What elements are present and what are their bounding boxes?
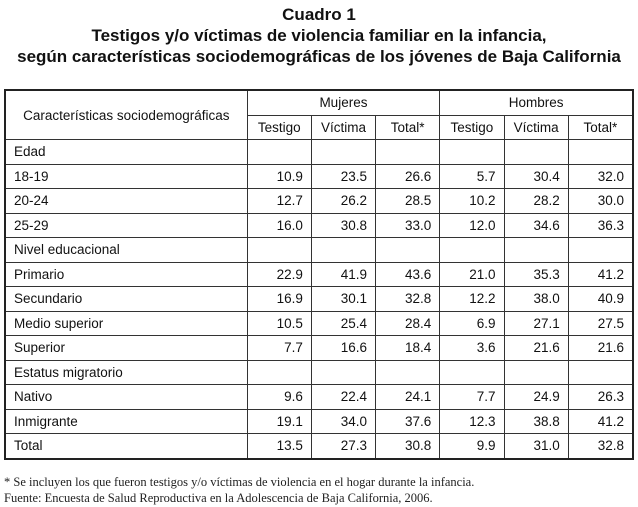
row-label: Medio superior xyxy=(5,311,247,336)
cell: 38.0 xyxy=(504,287,568,312)
row-label: 18-19 xyxy=(5,164,247,189)
cell: 10.2 xyxy=(440,189,504,214)
table-row xyxy=(5,409,633,434)
cell: 41.2 xyxy=(568,409,633,434)
row-label: 25-29 xyxy=(5,213,247,238)
header-women-total: Total* xyxy=(376,115,440,140)
row-label: 20-24 xyxy=(5,189,247,214)
row-label: Primario xyxy=(5,262,247,287)
cell: 16.9 xyxy=(247,287,311,312)
cell: 30.8 xyxy=(376,434,440,459)
row-label: Superior xyxy=(5,336,247,361)
row-label: Secundario xyxy=(5,287,247,312)
cell: 9.6 xyxy=(247,385,311,410)
cell: 26.3 xyxy=(568,385,633,410)
cell: 28.2 xyxy=(504,189,568,214)
section-row xyxy=(5,238,633,263)
cell: 43.6 xyxy=(376,262,440,287)
cell: 12.3 xyxy=(440,409,504,434)
footnote: * Se incluyen los que fueron testigos y/o víctimas de violencia en el hogar durante la infancia. xyxy=(4,475,475,489)
cell: 27.5 xyxy=(568,311,633,336)
cell: 24.1 xyxy=(376,385,440,410)
table-row xyxy=(5,336,633,361)
table-row xyxy=(5,262,633,287)
cell: 32.8 xyxy=(376,287,440,312)
cell: 21.6 xyxy=(568,336,633,361)
header-men-testigo: Testigo xyxy=(440,115,504,140)
cell: 36.3 xyxy=(568,213,633,238)
cell: 27.1 xyxy=(504,311,568,336)
header-characteristics: Características sociodemográficas xyxy=(5,90,247,140)
cell: 41.2 xyxy=(568,262,633,287)
table-row xyxy=(5,189,633,214)
cell: 35.3 xyxy=(504,262,568,287)
total-row xyxy=(5,434,633,459)
cell: 38.8 xyxy=(504,409,568,434)
header-row-groups xyxy=(5,90,633,115)
data-table xyxy=(4,89,634,460)
cell: 6.9 xyxy=(440,311,504,336)
cell: 22.9 xyxy=(247,262,311,287)
table-number: Cuadro 1 xyxy=(282,5,356,24)
table-body xyxy=(5,140,633,459)
table-row xyxy=(5,213,633,238)
table-row xyxy=(5,164,633,189)
cell: 10.9 xyxy=(247,164,311,189)
section-row xyxy=(5,140,633,165)
table-title-line2: según características sociodemográficas de los jóvenes de Baja California xyxy=(17,47,621,66)
cell: 34.6 xyxy=(504,213,568,238)
section-label: Estatus migratorio xyxy=(5,360,247,385)
cell: 12.0 xyxy=(440,213,504,238)
cell: 32.0 xyxy=(568,164,633,189)
cell: 28.5 xyxy=(376,189,440,214)
cell: 23.5 xyxy=(311,164,375,189)
cell: 27.3 xyxy=(311,434,375,459)
cell: 37.6 xyxy=(376,409,440,434)
source-note: Fuente: Encuesta de Salud Reproductiva en la Adolescencia de Baja California, 2006. xyxy=(4,491,433,505)
table-caption xyxy=(0,4,638,67)
cell: 34.0 xyxy=(311,409,375,434)
cell: 16.6 xyxy=(311,336,375,361)
header-men-victima: Víctima xyxy=(504,115,568,140)
header-women-victima: Víctima xyxy=(311,115,375,140)
cell: 32.8 xyxy=(568,434,633,459)
cell: 40.9 xyxy=(568,287,633,312)
table-row xyxy=(5,385,633,410)
cell: 26.2 xyxy=(311,189,375,214)
header-group-men: Hombres xyxy=(440,90,633,115)
cell: 18.4 xyxy=(376,336,440,361)
header-men-total: Total* xyxy=(568,115,633,140)
cell: 22.4 xyxy=(311,385,375,410)
section-label: Nivel educacional xyxy=(5,238,247,263)
table-notes xyxy=(4,474,634,506)
cell: 31.0 xyxy=(504,434,568,459)
table-row xyxy=(5,311,633,336)
header-group-women: Mujeres xyxy=(247,90,440,115)
cell: 7.7 xyxy=(247,336,311,361)
cell: 30.4 xyxy=(504,164,568,189)
header-women-testigo: Testigo xyxy=(247,115,311,140)
cell: 19.1 xyxy=(247,409,311,434)
cell: 33.0 xyxy=(376,213,440,238)
cell: 9.9 xyxy=(440,434,504,459)
table-row xyxy=(5,287,633,312)
cell: 5.7 xyxy=(440,164,504,189)
cell: 3.6 xyxy=(440,336,504,361)
section-label: Edad xyxy=(5,140,247,165)
cell: 12.2 xyxy=(440,287,504,312)
cell: 16.0 xyxy=(247,213,311,238)
cell: 28.4 xyxy=(376,311,440,336)
cell: 13.5 xyxy=(247,434,311,459)
section-row xyxy=(5,360,633,385)
cell: 21.6 xyxy=(504,336,568,361)
table-title-line1: Testigos y/o víctimas de violencia familiar en la infancia, xyxy=(91,26,547,45)
cell: 21.0 xyxy=(440,262,504,287)
cell: 24.9 xyxy=(504,385,568,410)
row-label: Inmigrante xyxy=(5,409,247,434)
cell: 10.5 xyxy=(247,311,311,336)
cell: 25.4 xyxy=(311,311,375,336)
cell: 41.9 xyxy=(311,262,375,287)
total-label: Total xyxy=(5,434,247,459)
cell: 30.8 xyxy=(311,213,375,238)
cell: 7.7 xyxy=(440,385,504,410)
row-label: Nativo xyxy=(5,385,247,410)
cell: 30.1 xyxy=(311,287,375,312)
cell: 26.6 xyxy=(376,164,440,189)
cell: 12.7 xyxy=(247,189,311,214)
cell: 30.0 xyxy=(568,189,633,214)
